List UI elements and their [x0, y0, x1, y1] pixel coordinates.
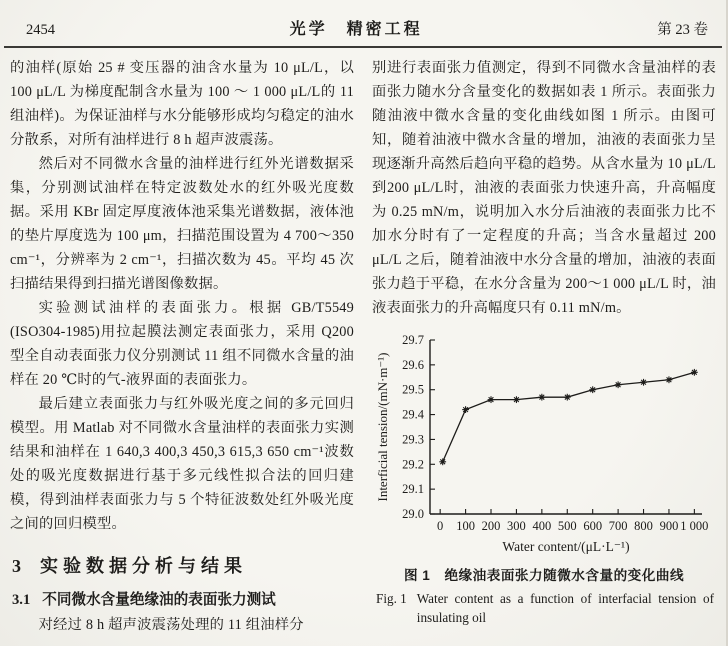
section-number: 3 [12, 556, 22, 576]
svg-text:700: 700 [608, 519, 628, 533]
paragraph: 然后对不同微水含量的油样进行红外光谱数据采集，分别测试油样在特定波数处水的红外吸光度数据。采用 KBr 固定厚度液体池采集光谱数据，液体池的垫片厚度选为 100 μm，扫描范围设置为 4 700～350 cm⁻¹，分辨率为 2 cm⁻¹，扫描次数为 45。平均 45 次扫描结果得到扫描光谱图像数据。 [10, 156, 354, 292]
page-header [0, 0, 726, 39]
svg-text:Water content/(μL·L⁻¹): Water content/(μL·L⁻¹) [502, 539, 630, 554]
svg-text:Interficial tension/(mN·m⁻¹): Interficial tension/(mN·m⁻¹) [375, 352, 390, 502]
figure-caption-en-text: Water content as a function of interfacial tension of insulating oil [416, 591, 714, 625]
svg-text:600: 600 [583, 519, 603, 533]
svg-text:500: 500 [557, 519, 577, 533]
svg-text:29.0: 29.0 [402, 507, 424, 521]
svg-text:300: 300 [507, 519, 526, 533]
svg-text:1 000: 1 000 [680, 519, 709, 533]
right-column [372, 56, 716, 637]
page-number: 2454 [26, 22, 55, 38]
figure-caption-zh: 图 1 绝缘油表面张力随微水含量的变化曲线 [403, 568, 685, 583]
paragraph: 的油样(原始 25 # 变压器的油含水量为 10 μL/L，以 100 μL/L 为梯度配制含水量为 100 ～ 1 000 μL/L的 11 组油样)。为保证油样与水分能够形成均匀稳定的油水分散系，对所有油样进行 8 h 超声波震荡。 [10, 60, 354, 148]
svg-text:29.7: 29.7 [402, 333, 424, 347]
subsection-heading [12, 588, 354, 609]
svg-text:29.2: 29.2 [402, 457, 424, 472]
two-column-body [0, 48, 726, 637]
figure-label: Fig. 1 [376, 591, 407, 606]
svg-text:29.3: 29.3 [402, 432, 424, 447]
figure-1 [372, 330, 716, 627]
subsection-title: 不同微水含量绝缘油的表面张力测试 [42, 592, 276, 608]
subsection-number: 3.1 [12, 592, 31, 608]
svg-text:0: 0 [437, 519, 444, 533]
svg-text:29.5: 29.5 [402, 382, 424, 397]
svg-text:29.6: 29.6 [402, 357, 424, 372]
svg-text:29.4: 29.4 [402, 407, 424, 422]
svg-text:800: 800 [634, 519, 653, 533]
svg-text:400: 400 [532, 519, 552, 533]
svg-text:100: 100 [456, 519, 475, 533]
section-heading [12, 552, 354, 578]
volume-label: 第 23 卷 [657, 22, 708, 38]
svg-text:29.1: 29.1 [402, 482, 424, 497]
journal-title: 光学 精密工程 [289, 21, 423, 38]
svg-text:200: 200 [481, 519, 501, 533]
svg-text:900: 900 [659, 519, 679, 533]
left-column [10, 56, 354, 637]
figure-caption-en [372, 589, 716, 627]
section-title: 实验数据分析与结果 [40, 556, 247, 576]
paragraph: 最后建立表面张力与红外吸光度之间的多元回归模型。用 Matlab 对不同微水含量油样的表面张力实测结果和油样在 1 640,3 400,3 450,3 615,3 650 cm⁻¹波数处的吸光度数据进行基于多元线性拟合法的回归建模，得到油样表面张力与 5 个特征波数处红外吸光度之间的回归模型。 [10, 396, 354, 532]
paragraph: 别进行表面张力值测定，得到不同微水含量油样的表面张力随水分含量变化的数据如表 1 所示。表面张力随油液中微水含量的变化曲线如图 1 所示。由图可知，随着油液中微水含量的增加，油液的表面张力呈现逐渐升高然后趋向平稳的趋势。从含水量为 10 μL/L 到200 μL/L时，油液的表面张力快速升高，升高幅度为 0.25 mN/m，说明加入水分后油液的表面张力比不加水分时有了一定程度的升高；当含水量超过 200 μL/L 之后，随着油液中水分含量的增加，油液的表面张力趋于平稳，在水分含量为 200～1 000 μL/L 时，油液表面张力的升高幅度只有 0.11 mN/m。 [372, 60, 716, 316]
chart-container [372, 330, 716, 560]
line-chart [374, 330, 714, 560]
figure-caption [372, 564, 716, 627]
paragraph: 实验测试油样的表面张力。根据 GB/T5549 (ISO304-1985)用拉起膜法测定表面张力，采用 Q200 型全自动表面张力仪分别测试 11 组不同微水含量的油样在 20 ℃时的气-液界面的表面张力。 [10, 300, 354, 388]
paragraph: 对经过 8 h 超声波震荡处理的 11 组油样分 [38, 617, 304, 633]
